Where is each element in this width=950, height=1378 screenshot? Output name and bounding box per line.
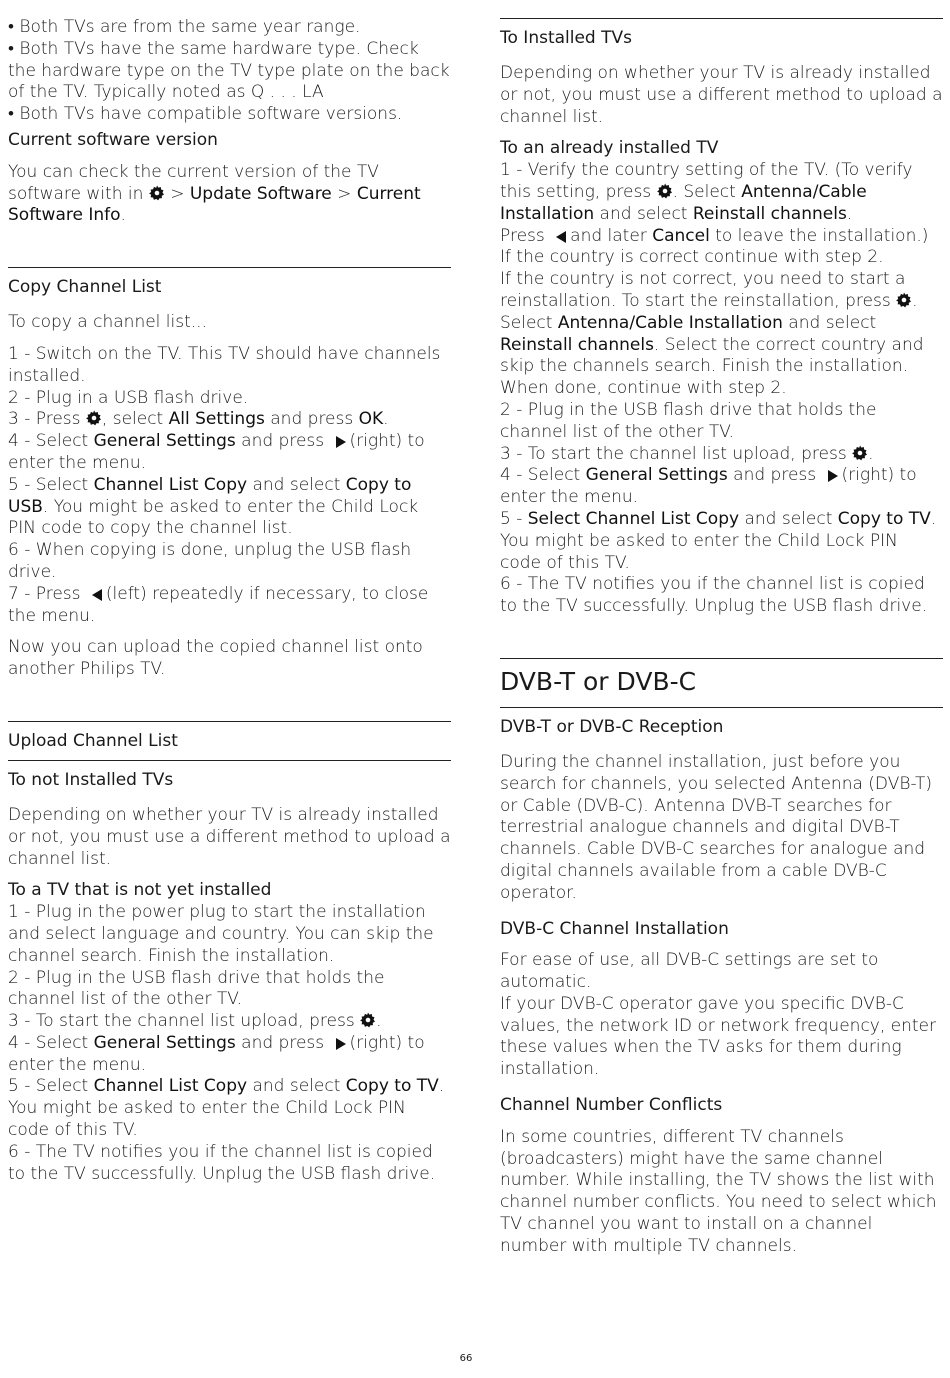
installed-step-1-press: Press and later Cancel to leave the installation.): [500, 225, 929, 246]
current-software-heading: Current software version: [8, 129, 218, 150]
upload-step-3: 3 - To start the channel list upload, press .: [8, 1011, 382, 1032]
installed-step-1-correct: If the country is correct continue with step 2.: [500, 247, 884, 268]
upload-intro: Depending on whether your TV is already installed or not, you must use a different method to upload a channel list.: [8, 804, 451, 869]
gear-icon: [86, 410, 102, 426]
bullet-hardware-type: • Both TVs have the same hardware type. Check the hardware type on the TV type plate on the back of the TV. Typically noted as Q . . . LA: [8, 38, 450, 103]
upload-step-5: 5 - Select Channel List Copy and select Copy to TV. You might be asked to enter the Child Lock PIN code of this TV.: [8, 1076, 445, 1141]
installed-intro: Depending on whether your TV is already installed or not, you must use a different method to upload a channel list.: [500, 63, 943, 127]
page-number: 66: [459, 1353, 473, 1364]
installed-step-5: 5 - Select Channel List Copy and select Copy to TV. You might be asked to enter the Child Lock PIN code of this TV.: [500, 508, 937, 573]
left-arrow-icon: [556, 231, 566, 243]
not-installed-heading: To not Installed TVs: [8, 769, 174, 790]
right-column: [500, 0, 943, 1258]
right-arrow-icon: [336, 436, 346, 448]
gear-icon: [149, 185, 165, 201]
copy-step-2: 2 - Plug in a USB flash drive.: [8, 387, 249, 408]
copy-step-7: 7 - Press (left) repeatedly if necessary, to close the menu.: [8, 583, 429, 626]
installed-step-2: 2 - Plug in the USB flash drive that holds the channel list of the other TV.: [500, 399, 877, 442]
gear-icon: [360, 1012, 376, 1028]
gear-icon: [657, 183, 673, 199]
install-text-2: If your DVB-C operator gave you specific DVB-C values, the network ID or network frequency, enter these values when the TV asks for them during installation.: [500, 993, 937, 1080]
install-heading: DVB-C Channel Installation: [500, 918, 729, 939]
left-column: [8, 0, 451, 1185]
bullet-software-versions: • Both TVs have compatible software versions.: [8, 104, 403, 125]
menu-update-software: Update Software: [189, 183, 332, 204]
menu-current-software-info: Current Software Info: [8, 183, 421, 226]
reception-heading: DVB-T or DVB-C Reception: [500, 716, 724, 737]
dvb-title: DVB-T or DVB-C: [500, 666, 697, 696]
right-arrow-icon: [336, 1038, 346, 1050]
gear-icon: [852, 445, 868, 461]
already-installed-subheading: To an already installed TV: [500, 138, 719, 159]
conflict-heading: Channel Number Conflicts: [500, 1095, 723, 1116]
upload-channel-list-heading: Upload Channel List: [8, 730, 178, 751]
copy-intro: To copy a channel list...: [8, 312, 207, 333]
conflict-text: In some countries, different TV channels (broadcasters) might have the same channel number. While installing, the TV shows the list with channel number conflicts. You need to select which TV channel you want to install on a channel number with multiple TV channels.: [500, 1126, 937, 1256]
gear-icon: [896, 292, 912, 308]
upload-step-2: 2 - Plug in the USB flash drive that holds the channel list of the other TV.: [8, 967, 385, 1010]
installed-step-4: 4 - Select General Settings and press (right) to enter the menu.: [500, 465, 917, 508]
installed-step-6: 6 - The TV notifies you if the channel list is copied to the TV successfully. Unplug the USB flash drive.: [500, 574, 928, 617]
installed-tvs-heading: To Installed TVs: [500, 28, 632, 48]
right-arrow-icon: [828, 470, 838, 482]
upload-step-1: 1 - Plug in the power plug to start the installation and select language and country. You can skip the channel search. Finish the installation.: [8, 902, 434, 966]
reception-text: During the channel installation, just before you search for channels, you selected Antenna (DVB-T) or Cable (DVB-C). Antenna DVB-T searches for terrestrial analogue channels and digital DVB-T channels. Cable DVB-C searches for analogue and digital channels available from a cable DVB-C operator.: [500, 751, 933, 903]
copy-step-1: 1 - Switch on the TV. This TV should have channels installed.: [8, 343, 441, 386]
bullet-same-year: • Both TVs are from the same year range.: [8, 17, 361, 37]
copy-step-4: 4 - Select General Settings and press (right) to enter the menu.: [8, 431, 425, 473]
copy-outro: Now you can upload the copied channel list onto another Philips TV.: [8, 637, 423, 680]
installed-step-1: 1 - Verify the country setting of the TV. (To verify this setting, press . Select Antenna/Cable Installation and select Reinstall channels.: [500, 160, 913, 224]
left-arrow-icon: [92, 589, 102, 601]
copy-step-3: 3 - Press , select All Settings and press OK.: [8, 409, 389, 430]
upload-step-6: 6 - The TV notifies you if the channel list is copied to the TV successfully. Unplug the USB flash drive.: [8, 1141, 436, 1184]
copy-channel-list-heading: Copy Channel List: [8, 277, 162, 298]
current-software-text: You can check the current version of the TV software with in > Update Software > Current Software Info.: [8, 161, 421, 226]
installed-step-1-incorrect: If the country is not correct, you need to start a reinstallation. To start the reinstallation, press . Select Antenna/Cable Installation and select Reinstall channels. Select the correct country and skip the channels search. Finish the installation. When done, continue with step 2.: [500, 269, 924, 399]
copy-step-6: 6 - When copying is done, unplug the USB flash drive.: [8, 540, 412, 582]
install-text-1: For ease of use, all DVB-C settings are set to automatic.: [500, 950, 879, 993]
installed-step-3: 3 - To start the channel list upload, press .: [500, 443, 874, 464]
not-yet-installed-subheading: To a TV that is not yet installed: [8, 880, 272, 901]
upload-step-4: 4 - Select General Settings and press (right) to enter the menu.: [8, 1032, 425, 1075]
copy-step-5: 5 - Select Channel List Copy and select Copy to USB. You might be asked to enter the Child Lock PIN code to copy the channel list.: [8, 474, 419, 539]
